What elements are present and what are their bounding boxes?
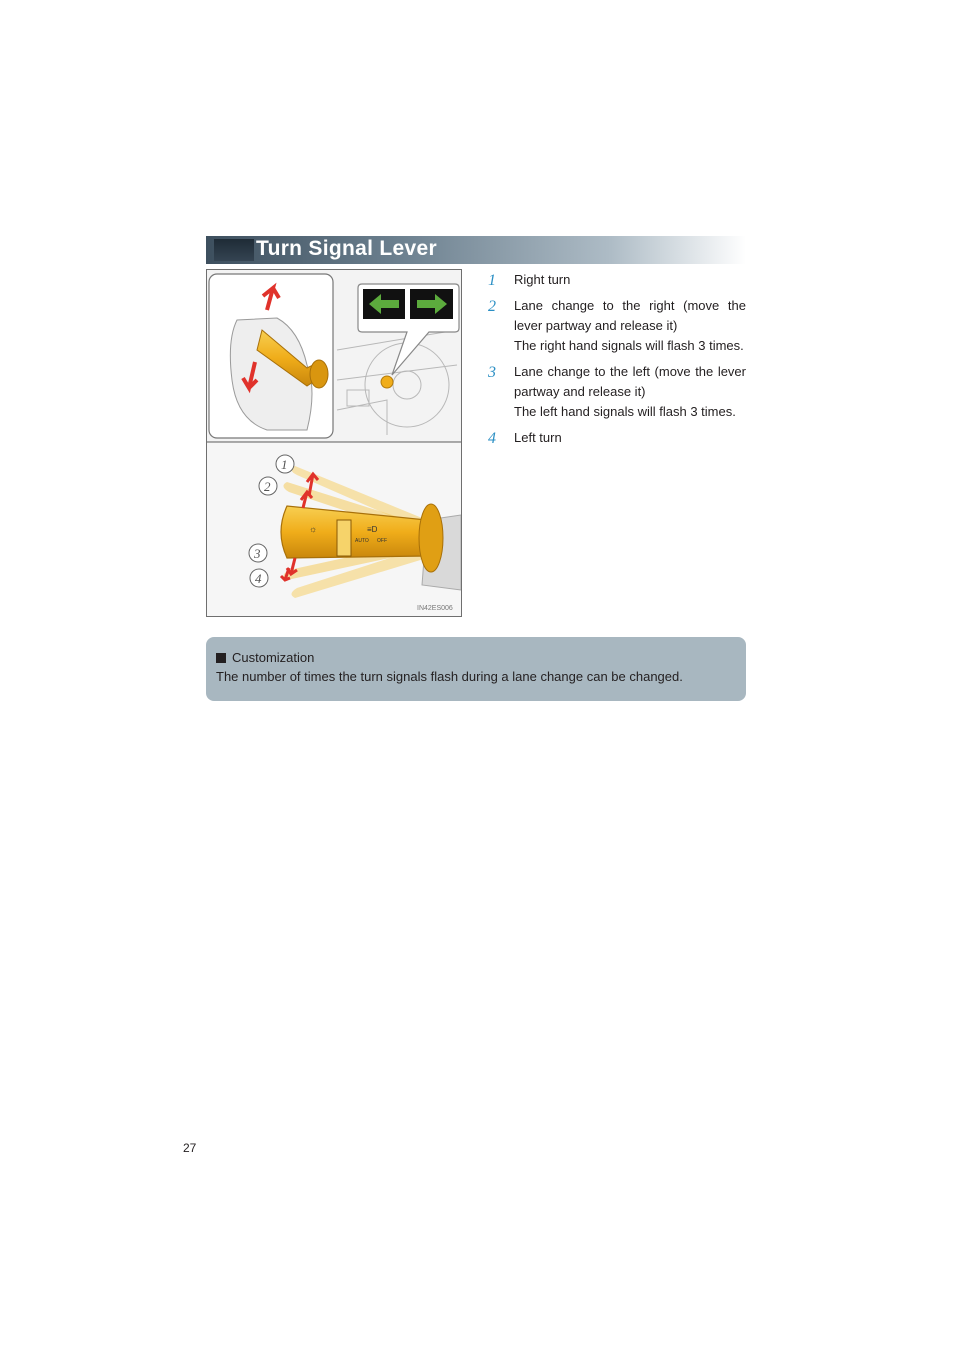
note-heading-text: Customization — [232, 650, 315, 665]
step-4 — [488, 428, 746, 448]
figure-illustration — [207, 270, 461, 616]
turn-signal-figure — [206, 269, 462, 617]
page-number: 27 — [183, 1141, 197, 1155]
section-title: Turn Signal Lever — [256, 237, 437, 260]
section-header — [206, 236, 746, 264]
step-description: The right hand signals will flash 3 times. — [514, 338, 744, 353]
note-heading — [216, 649, 736, 667]
lever-label-off: OFF — [377, 538, 387, 544]
step-number: 4 — [488, 430, 496, 447]
step-description: The left hand signals will flash 3 times. — [514, 404, 736, 419]
callout-3: 3 — [254, 546, 261, 561]
step-number: 1 — [488, 272, 496, 289]
square-bullet-icon — [216, 653, 226, 663]
lever-base — [310, 360, 328, 388]
step-number: 2 — [488, 298, 496, 315]
callout-2: 2 — [264, 479, 271, 494]
light-icon: ☼ — [309, 524, 318, 534]
step-2 — [488, 296, 746, 356]
step-1 — [488, 270, 746, 290]
lever-switch-ring — [337, 520, 351, 556]
customization-note — [206, 637, 746, 701]
note-text: The number of times the turn signals flash during a lane change can be changed. — [216, 669, 683, 684]
lever-label-auto: AUTO — [355, 538, 369, 544]
step-number: 3 — [488, 364, 496, 381]
figure-code: IN42ES006 — [417, 605, 453, 612]
callout-1: 1 — [281, 457, 288, 472]
step-list — [488, 270, 746, 454]
step-title: Lane change to the right (move the lever partway and release it) — [514, 298, 746, 333]
lever-collar — [419, 504, 443, 572]
headlight-icon: ≡D — [367, 525, 378, 534]
header-block — [214, 239, 254, 261]
callout-4: 4 — [255, 571, 262, 586]
step-title: Left turn — [514, 430, 562, 445]
step-title: Right turn — [514, 272, 571, 287]
lever-location-marker — [381, 376, 393, 388]
step-3 — [488, 362, 746, 422]
step-title: Lane change to the left (move the lever partway and release it) — [514, 364, 746, 399]
